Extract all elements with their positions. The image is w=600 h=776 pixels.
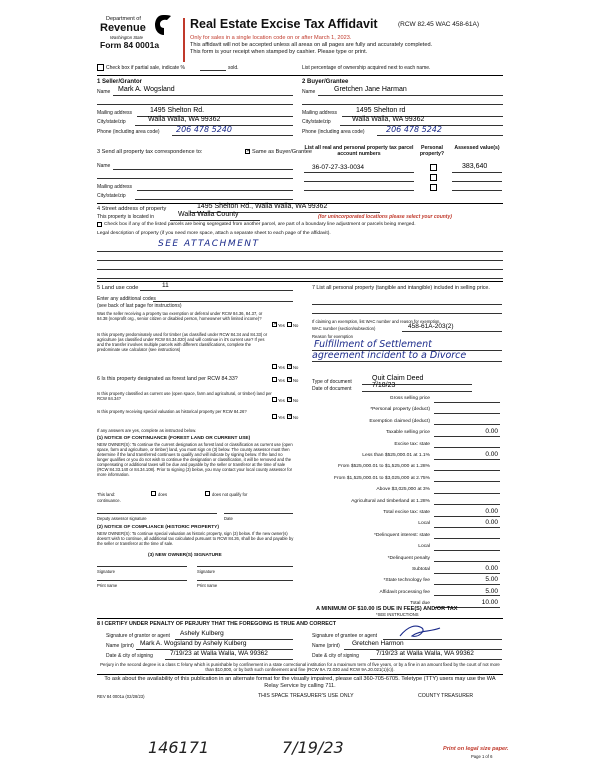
- owner-sig-label-2: Signature: [197, 569, 215, 574]
- exemption-yes-label: Yes: [278, 323, 285, 328]
- page-number: Page 1 of 6: [471, 754, 493, 759]
- new-owner-sig-title: (3) NEW OWNER(S) SIGNATURE: [148, 553, 222, 558]
- notice2-title: (2) NOTICE OF COMPLIANCE (HISTORIC PROPERTY): [97, 525, 219, 530]
- personal-property-checkbox-2[interactable]: [430, 174, 437, 181]
- dor-logo-icon: [154, 14, 172, 36]
- notice1-body: NEW OWNER(S): To continue the current designation as forest land or classification as current use (open space, farm and agriculture, or timber) land, you must sign on (3) below. The county assessor must then determine if the land transferred continues to qualify and will indicate by signing below. If the land no longer qualifies or you do not wish to continue the designation or classification, it will be removed and the compensating or additional taxes will be due and payable by the seller or transferor at the time of sale (RCW 84.33.140 or 84.34.108). Prior to signing (3) below, you may contact your local county assessor for more information.: [97, 442, 293, 477]
- street-address-label: 4 Street address of property: [97, 206, 167, 212]
- tax-row-label: Local: [418, 521, 430, 527]
- seller-name-label: Name: [97, 89, 111, 95]
- form-title: Real Estate Excise Tax Affidavit: [190, 17, 378, 31]
- exemption-question: Was the seller receiving a property tax exemption or deferral under RCW 84.36, 84.37, or 84.38 (nonprofit org., senior citizen or disabled person, homeowner with limited income)?: [97, 311, 263, 321]
- owner-print-label-2: Print name: [197, 583, 218, 588]
- deputy-sig-label: Deputy assessor signature: [97, 516, 147, 521]
- legal-paper-note: Print on legal size paper.: [443, 746, 509, 752]
- tax-row-label: *Delinquent interest: state: [373, 532, 430, 538]
- tax-row-value[interactable]: 5.00: [485, 587, 498, 595]
- forest-land-question: 6 Is this property designated as forest land per RCW 84.33?: [97, 376, 238, 382]
- timber-yes-label: Yes: [278, 365, 285, 370]
- dept-line3: Washington State: [110, 35, 143, 40]
- located-value[interactable]: Walla Walla County: [178, 211, 239, 218]
- same-as-buyer-label: Same as Buyer/Grantee: [252, 149, 313, 155]
- claiming-exemption-label: If claiming an exemption, list WAC number and reason for exemption.: [312, 319, 441, 324]
- alt-format-note: To ask about the availability of this publication in an alternate format for the visually impaired, please call 360-705-6705. Teletype (TTY) users may use the WA Relay Service by calling 711.: [104, 676, 496, 689]
- timber-question: Is this property predominately used for timber (as classified under RCW 84.34 and 84.33) or agriculture (as classified under RCW 84.34.020) and will continue in it's current use? If yes and the transfer involves multiple parcels with different classifications, complete the predominate use calculator (see instructions): [97, 332, 268, 352]
- doc-type-label: Type of document: [312, 379, 352, 385]
- seller-phone-label: Phone (including area code): [97, 129, 160, 135]
- seller-heading: 1 Seller/Grantor: [97, 79, 143, 85]
- tax-row-label: Above $3,025,000 at 3%: [376, 487, 430, 493]
- does-checkbox[interactable]: [151, 491, 156, 496]
- notice2-body: NEW OWNER(S): To continue special valuation as historic property, sign (3) below. If the new owner(s) doesn't wish to continue, all additional tax calculated pursuant to RCW 84.26, shall be due and payable by the seller or transferor at the time of sale.: [97, 531, 294, 546]
- buyer-mailing-value[interactable]: 1495 Shelton rd: [356, 107, 406, 114]
- tax-row-label: Agricultural and timberland at 1.28%: [351, 498, 430, 504]
- personal-property-header: Personal property?: [419, 145, 445, 157]
- corr-city-label: City/state/zip: [97, 193, 126, 199]
- partial-sale-label: Check box if partial sale, indicate %: [106, 65, 185, 71]
- sold-label: sold.: [228, 65, 239, 71]
- located-label: This property is located in: [97, 214, 154, 220]
- open-space-question: Is this property classified as current use (open space, farm and agricultural, or timber) land per RCW 84.34?: [97, 391, 272, 401]
- historic-yes-label: Yes: [278, 415, 285, 420]
- buyer-phone-label: Phone (including area code): [302, 129, 365, 135]
- tax-row-label: Local: [418, 544, 430, 550]
- personal-property-checkbox-1[interactable]: [430, 164, 437, 171]
- seller-phone-value[interactable]: 206 478 5240: [176, 125, 232, 134]
- parcel-header: List all real and personal property tax parcel account numbers: [304, 145, 414, 157]
- tax-row-label: Excise tax: state: [394, 441, 430, 447]
- doc-type-value[interactable]: Quit Claim Deed: [372, 375, 424, 382]
- historic-no-checkbox[interactable]: [287, 414, 292, 419]
- same-as-buyer-checkbox[interactable]: [245, 149, 250, 154]
- tax-row-label: Total excise tax: state: [383, 510, 430, 515]
- exemption-yes-checkbox[interactable]: [272, 322, 277, 327]
- historic-yes-checkbox[interactable]: [272, 414, 277, 419]
- grantee-sig-label: Signature of grantee or agent: [312, 633, 378, 639]
- grantor-name-value[interactable]: Mark A. Wogsland by Ashely Kulberg: [140, 640, 247, 647]
- unincorporated-note: (for unincorporated locations please select your county): [318, 214, 452, 220]
- receipt-date: 7/19/23: [282, 738, 344, 757]
- tax-row-value[interactable]: 0.00: [485, 519, 498, 527]
- tax-row-value[interactable]: 10.00: [481, 599, 498, 607]
- personal-property-heading: 7 List all personal property (tangible and intangible) included in selling price.: [312, 285, 490, 291]
- rev-number: REV 84 0001a (02/28/23): [97, 694, 145, 699]
- partial-sale-line: [200, 70, 226, 71]
- tax-row-label: Exemption claimed (deduct): [369, 418, 430, 424]
- doc-date-value[interactable]: 7/18/23: [372, 382, 396, 389]
- segregated-label: Check box if any of the listed parcels are being segregated from another parcel, are part of a boundary line adjustment or parcels being merged.: [104, 222, 416, 227]
- owner-print-label-1: Print name: [97, 583, 118, 588]
- additional-codes-label: Enter any additional codes: [97, 296, 156, 302]
- this-land-label: This land:: [97, 492, 116, 497]
- assessed-header: Assessed value(s): [454, 145, 500, 151]
- deputy-date-label: Date: [224, 516, 233, 521]
- parcel-value[interactable]: 36-07-27-33-0034: [312, 164, 365, 171]
- buyer-city-label: City/state/zip: [302, 119, 331, 125]
- grantor-sig-value[interactable]: Ashely Kulberg: [180, 630, 224, 637]
- grantor-date-label: Date & city of signing: [106, 653, 153, 659]
- tax-row-label: Total due: [410, 601, 430, 607]
- tax-row-label: From $1,525,000.01 to $3,025,000 at 2.75%: [334, 475, 430, 481]
- notice-1: Only for sales in a single location code on or after March 1, 2023.: [190, 35, 352, 41]
- notice-2: This affidavit will not be accepted unless all areas on all pages are fully and accurately completed.: [190, 42, 433, 48]
- perjury-statement: Perjury in the second degree is a class C felony which is punishable by confinement in a state correctional institution for a maximum term of five years, or by a fine in an amount fixed by the court of not more than $10,000, or by both such confinement and fine (RCW 9A.72.030 and RCW 9A.20.021(1)(c)).: [100, 662, 500, 673]
- grantor-date-value[interactable]: 7/19/23 at Walla Walla, WA 99362: [170, 650, 268, 657]
- continuance-label: continuance.: [97, 498, 121, 503]
- does-not-label: does not qualify for: [212, 492, 248, 497]
- reason-label: Reason for exemption: [312, 334, 353, 339]
- wac-value[interactable]: 458-61A-203(2): [408, 323, 454, 330]
- form-number: Form 84 0001a: [100, 40, 160, 50]
- seller-name-value[interactable]: Mark A. Wogsland: [118, 86, 175, 93]
- grantee-name-value[interactable]: Gretchen Harmon: [352, 640, 404, 647]
- dept-line2: Revenue: [100, 22, 146, 34]
- buyer-name-value[interactable]: Gretchen Jane Harman: [334, 86, 407, 93]
- seller-city-label: City/state/zip: [97, 119, 126, 125]
- forest-yes-checkbox[interactable]: [272, 377, 277, 382]
- header-red-bar: [183, 18, 185, 62]
- tax-row-value[interactable]: 0.00: [485, 428, 498, 436]
- seller-mailing-value[interactable]: 1495 Shelton Rd.: [150, 107, 205, 114]
- grantee-date-label: Date & city of signing: [312, 653, 359, 659]
- seller-city-value[interactable]: Walla Walla, WA 99362: [148, 116, 221, 123]
- does-label: does: [158, 492, 168, 497]
- land-use-label: 5 Land use code: [97, 285, 139, 291]
- owner-sig-label-1: Signature: [97, 569, 115, 574]
- open-space-yes-label: Yes: [278, 398, 285, 403]
- corr-mailing-label: Mailing address: [97, 184, 133, 190]
- assessed-value[interactable]: 383,640: [462, 163, 488, 170]
- if-any-yes: If any answers are yes, complete as instructed below.: [97, 428, 197, 433]
- tax-row-label: Affidavit processing fee: [379, 589, 430, 595]
- buyer-city-value[interactable]: Walla Walla, WA 99362: [352, 116, 425, 123]
- dept-line1: Department of: [106, 16, 141, 22]
- wac-label: WAC number (section/subsection): [312, 326, 376, 331]
- forest-no-label: No: [293, 378, 299, 383]
- tax-row-label: *State technology fee: [383, 578, 430, 584]
- legal-desc-label: Legal description of property (if you need more space, attach a separate sheet to each page of the affidavit).: [97, 231, 331, 236]
- treasurer-use: THIS SPACE TREASURER'S USE ONLY: [258, 693, 354, 699]
- buyer-name-label: Name: [302, 89, 316, 95]
- personal-property-checkbox-3[interactable]: [430, 184, 437, 191]
- rcw-ref: (RCW 82.45 WAC 458-61A): [398, 21, 480, 28]
- partial-sale-checkbox[interactable]: [97, 64, 104, 71]
- tax-row-label: *Delinquent penalty: [387, 555, 430, 561]
- street-address-value[interactable]: 1495 Shelton Rd., Walla Walla, WA 99362: [197, 203, 328, 210]
- seller-mailing-label: Mailing address: [97, 110, 133, 116]
- tax-row-label: Subtotal: [412, 567, 430, 572]
- segregated-checkbox[interactable]: [97, 222, 102, 227]
- buyer-mailing-label: Mailing address: [302, 110, 338, 116]
- see-back-label: (see back of last page for instructions): [97, 303, 182, 309]
- historic-no-label: No: [293, 415, 299, 420]
- open-space-no-label: No: [293, 398, 299, 403]
- grantor-name-label: Name (print): [106, 643, 134, 649]
- forest-yes-label: Yes: [278, 378, 285, 383]
- doc-date-label: Date of document: [312, 386, 352, 392]
- timber-yes-checkbox[interactable]: [272, 364, 277, 369]
- tax-row-label: Gross selling price: [389, 396, 430, 401]
- receipt-number: 146171: [148, 738, 210, 757]
- legal-desc-value[interactable]: SEE ATTACHMENT: [158, 239, 260, 249]
- tax-row-label: Taxable selling price: [385, 430, 430, 436]
- tax-row-label: Less than $525,000.01 at 1.1%: [362, 453, 430, 458]
- see-instructions: *SEE INSTRUCTIONS: [376, 612, 419, 617]
- minimum-due: A MINIMUM OF $10.00 IS DUE IN FEE(S) AND/OR TAX: [316, 606, 458, 612]
- land-use-value[interactable]: 11: [162, 282, 169, 289]
- notice1-title: (1) NOTICE OF CONTINUANCE (FOREST LAND OR CURRENT USE): [97, 436, 251, 441]
- historic-question: Is this property receiving special valuation as historical property per RCW 84.26?: [97, 409, 247, 414]
- tax-row-label: *Personal property (deduct): [370, 407, 430, 413]
- reason-line2[interactable]: agreement incident to a Divorce: [312, 350, 467, 361]
- certify-heading: 8 I CERTIFY UNDER PENALTY OF PERJURY THAT THE FOREGOING IS TRUE AND CORRECT: [97, 621, 337, 627]
- county-treasurer: COUNTY TREASURER: [418, 693, 474, 699]
- notice-3: This form is your receipt when stamped by cashier. Please type or print.: [190, 49, 368, 55]
- list-pct: List percentage of ownership acquired next to each name.: [302, 65, 431, 71]
- tax-row-value[interactable]: 0.00: [485, 508, 498, 515]
- tax-row-value[interactable]: 0.00: [485, 451, 498, 458]
- timber-no-checkbox[interactable]: [287, 364, 292, 369]
- does-not-checkbox[interactable]: [205, 491, 210, 496]
- corr-name-label: Name: [97, 163, 111, 169]
- send-correspondence-label: 3 Send all property tax correspondence to:: [97, 149, 203, 155]
- timber-no-label: No: [293, 365, 299, 370]
- exemption-no-label: No: [293, 323, 299, 328]
- buyer-phone-value[interactable]: 206 478 5242: [386, 125, 442, 134]
- reason-line1[interactable]: Fulfillment of Settlement: [314, 339, 432, 350]
- grantee-date-value[interactable]: 7/19/23 at Walla Walla, WA 99362: [376, 650, 474, 657]
- exemption-no-checkbox[interactable]: [287, 322, 292, 327]
- tax-row-value[interactable]: 0.00: [485, 565, 498, 572]
- open-space-yes-checkbox[interactable]: [272, 397, 277, 402]
- tax-row-value[interactable]: 5.00: [485, 576, 498, 584]
- open-space-no-checkbox[interactable]: [287, 397, 292, 402]
- buyer-heading: 2 Buyer/Grantee: [302, 79, 349, 85]
- grantor-sig-label: Signature of grantor or agent: [106, 633, 170, 639]
- forest-no-checkbox[interactable]: [287, 377, 292, 382]
- tax-row-label: From $525,000.01 to $1,525,000 at 1.28%: [338, 464, 430, 470]
- grantee-name-label: Name (print): [312, 643, 340, 649]
